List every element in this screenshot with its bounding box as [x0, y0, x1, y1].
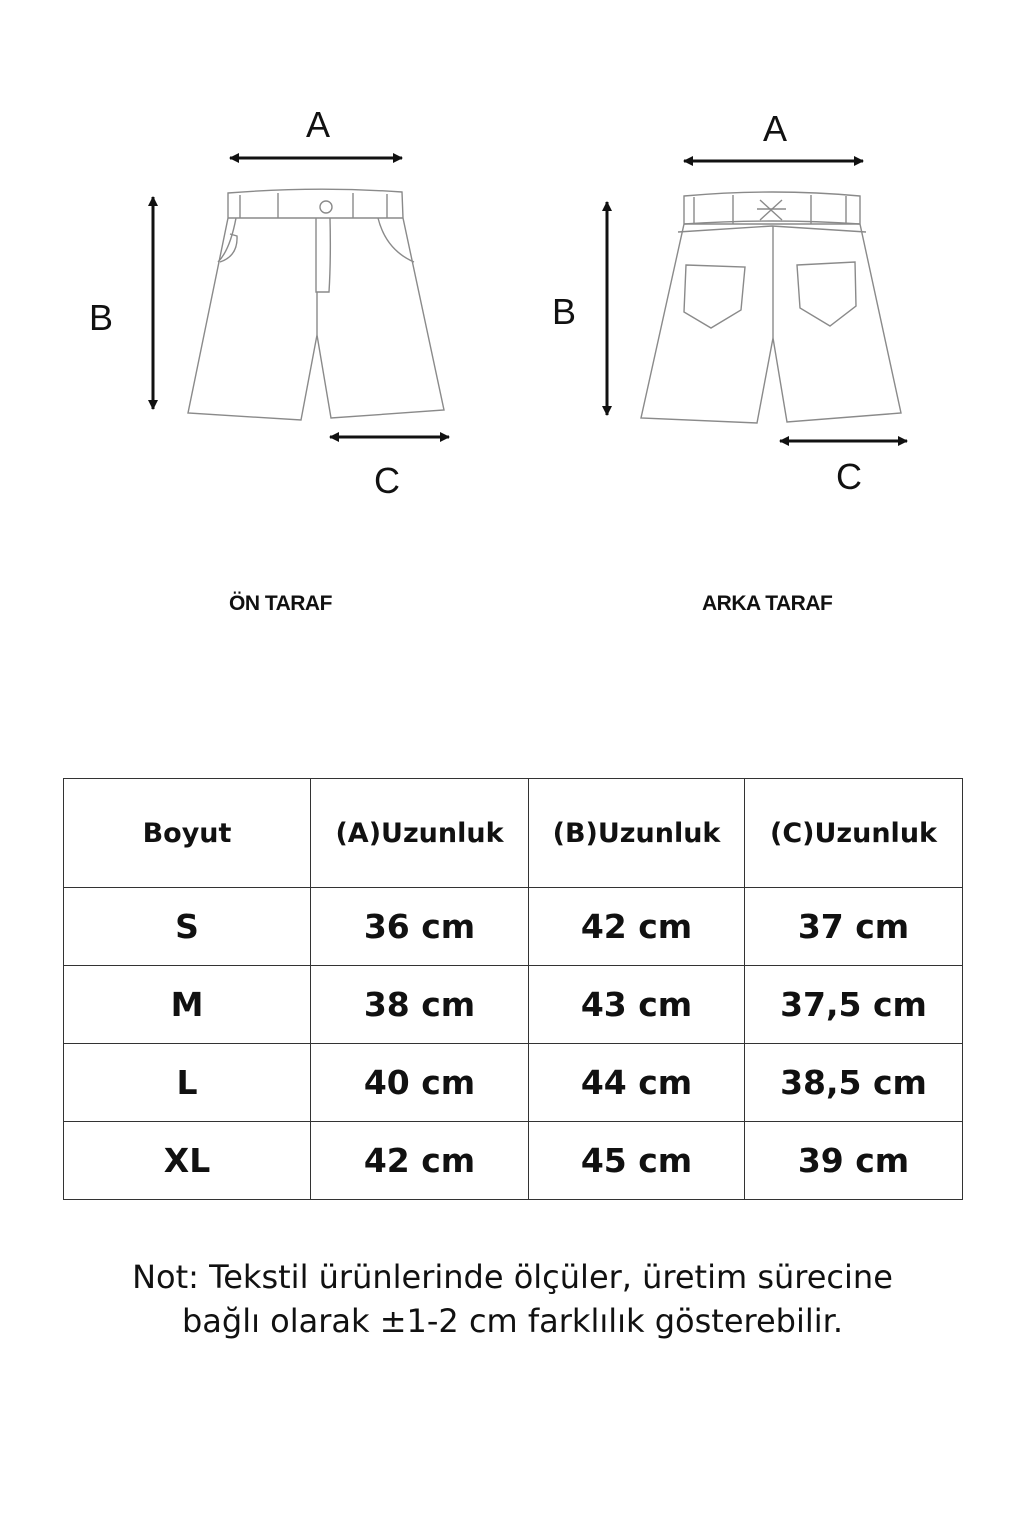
- size-chart-table: [63, 778, 963, 1200]
- a-value-cell: 40 cm: [311, 1044, 529, 1122]
- b-value-cell: 43 cm: [529, 966, 745, 1044]
- back-shorts-drawing: [641, 192, 901, 423]
- front-label-a: A: [305, 104, 331, 145]
- c-value-cell: 38,5 cm: [745, 1044, 963, 1122]
- tolerance-note: [0, 1255, 1025, 1343]
- table-row: [64, 888, 963, 966]
- table-row: [64, 966, 963, 1044]
- note-line-1: Not: Tekstil ürünlerinde ölçüler, üretim sürecine: [132, 1258, 893, 1296]
- b-value-cell: 42 cm: [529, 888, 745, 966]
- header-b-length: (B)Uzunluk: [529, 779, 745, 888]
- shorts-measurement-diagram: [0, 0, 1025, 700]
- table-row: [64, 1044, 963, 1122]
- c-value-cell: 37,5 cm: [745, 966, 963, 1044]
- c-value-cell: 37 cm: [745, 888, 963, 966]
- back-label-a: A: [762, 108, 788, 149]
- table-row: [64, 1122, 963, 1200]
- size-cell: L: [64, 1044, 311, 1122]
- back-view-caption: ARKA TARAF: [702, 592, 833, 615]
- a-value-cell: 38 cm: [311, 966, 529, 1044]
- a-value-cell: 42 cm: [311, 1122, 529, 1200]
- header-a-length: (A)Uzunluk: [311, 779, 529, 888]
- front-view-caption: ÖN TARAF: [229, 592, 332, 615]
- size-cell: M: [64, 966, 311, 1044]
- b-value-cell: 44 cm: [529, 1044, 745, 1122]
- front-label-b: B: [88, 297, 114, 338]
- header-size: Boyut: [64, 779, 311, 888]
- back-label-c: C: [836, 456, 862, 497]
- c-value-cell: 39 cm: [745, 1122, 963, 1200]
- note-line-2: bağlı olarak ±1-2 cm farklılık gösterebilir.: [181, 1302, 844, 1340]
- size-cell: S: [64, 888, 311, 966]
- table-header-row: [64, 779, 963, 888]
- back-label-b: B: [551, 291, 577, 332]
- b-value-cell: 45 cm: [529, 1122, 745, 1200]
- front-label-c: C: [374, 460, 400, 501]
- a-value-cell: 36 cm: [311, 888, 529, 966]
- front-shorts-drawing: [188, 189, 444, 420]
- header-c-length: (C)Uzunluk: [745, 779, 963, 888]
- size-cell: XL: [64, 1122, 311, 1200]
